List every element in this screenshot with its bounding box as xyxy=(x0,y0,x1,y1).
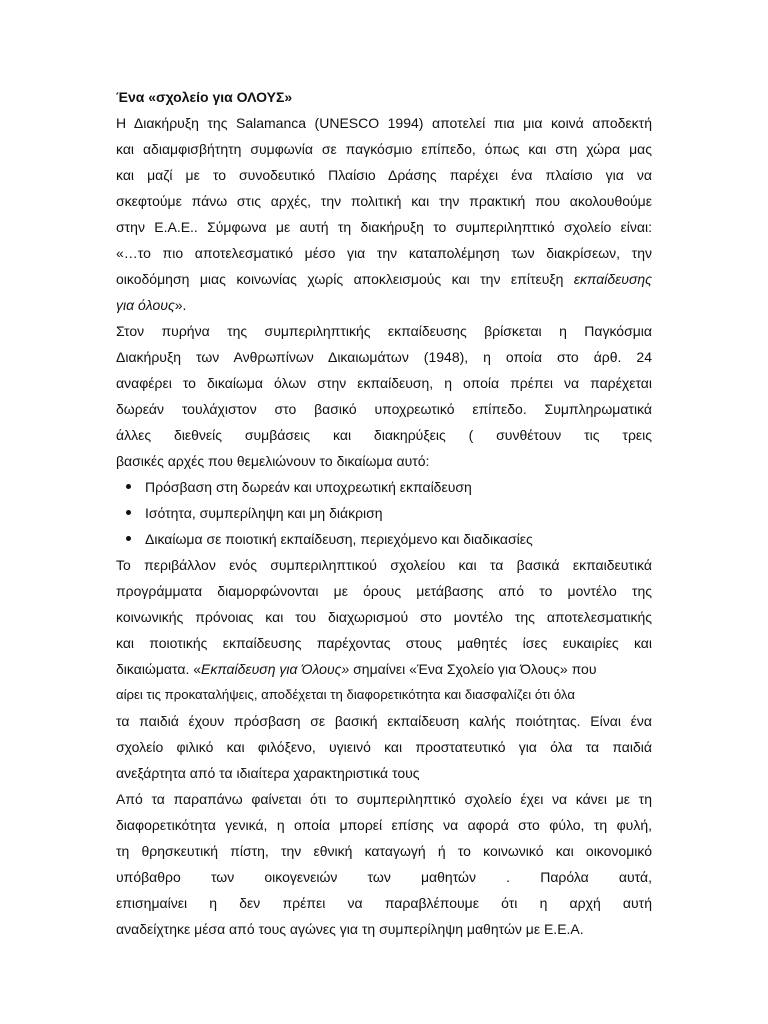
emphasis-text: για όλους xyxy=(116,297,175,313)
paragraph-3-line: ανεξάρτητα από τα ιδιαίτερα χαρακτηριστικά τους xyxy=(116,765,420,781)
paragraph-2-line: Διακήρυξη των Ανθρωπίνων Δικαιωμάτων (1948), η οποία στο άρθ. 24 xyxy=(116,349,652,365)
paragraph-1-line: και αδιαμφισβήτητη συμφωνία σε παγκόσμιο επίπεδο, όπως και στη χώρα μας xyxy=(116,141,652,157)
list-item: Ισότητα, συμπερίληψη και μη διάκριση xyxy=(116,500,652,526)
paragraph-4-text: . Παρόλα αυτά, xyxy=(506,869,652,885)
paragraph-4-line: αναδείχτηκε μέσα από τους αγώνες για τη συμπερίληψη μαθητών με Ε.Ε.Α. xyxy=(116,921,584,937)
principles-list xyxy=(116,474,652,552)
paragraph-4-text: δεν πρέπει να παραβλέπουμε ότι η αρχή αυτή xyxy=(239,895,652,911)
paragraph-2-text: άλλες διεθνείς συμβάσεις και διακηρύξεις ( xyxy=(116,427,474,443)
document-page xyxy=(116,84,652,942)
paragraph-4-line xyxy=(116,864,652,890)
paragraph-2-line: δωρεάν τουλάχιστον στο βασικό υποχρεωτικό επίπεδο. Συμπληρωματικά xyxy=(116,401,652,417)
paragraph-2-line xyxy=(116,422,652,448)
paragraph-3-line: τα παιδιά έχουν πρόσβαση σε βασική εκπαίδευση καλής ποιότητας. Είναι ένα xyxy=(116,713,652,729)
paragraph-3-line: και ποιοτικής εκπαίδευσης παρέχοντας στους μαθητές ίσες ευκαιρίες και xyxy=(116,635,652,651)
paragraph-3-text: σημαίνει «Ένα Σχολείο για Όλους» που xyxy=(349,661,597,677)
paragraph-1-text: οικοδόμηση μιας κοινωνίας χωρίς αποκλεισμούς και την επίτευξη xyxy=(116,271,564,287)
list-item: Δικαίωμα σε ποιοτική εκπαίδευση, περιεχόμενο και διαδικασίες xyxy=(116,526,652,552)
paragraph-1-line: σκεφτούμε πάνω στις αρχές, την πολιτική και την πρακτική που ακολουθούμε xyxy=(116,193,652,209)
paragraph-2-line: αναφέρει το δικαίωμα όλων στην εκπαίδευση, η οποία πρέπει να παρέχεται xyxy=(116,375,652,391)
paragraph-4-line: διαφορετικότητα γενικά, η οποία μπορεί επίσης να αφορά στο φύλο, τη φυλή, xyxy=(116,817,652,833)
paragraph-4-line xyxy=(116,890,652,916)
paragraph-1-line: Η Διακήρυξη της Salamanca (UNESCO 1994) αποτελεί πια μια κοινά αποδεκτή xyxy=(116,115,652,131)
document-title: Ένα «σχολείο για ΟΛΟΥΣ» xyxy=(116,89,293,105)
paragraph-3-line: κοινωνικής πρόνοιας και του διαχωρισμού στο μοντέλο της αποτελεσματικής xyxy=(116,609,652,625)
paragraph-2-text: συνθέτουν τις τρεις xyxy=(496,427,652,443)
paragraph-3-line: αίρει τις προκαταλήψεις, αποδέχεται τη διαφορετικότητα και διασφαλίζει ότι όλα xyxy=(116,687,575,702)
paragraph-2-line: Στον πυρήνα της συμπεριληπτικής εκπαίδευσης βρίσκεται η Παγκόσμια xyxy=(116,323,652,339)
paragraph-3-text: δικαιώματα. « xyxy=(116,661,202,677)
paragraph-2-line: βασικές αρχές που θεμελιώνουν το δικαίωμα αυτό: xyxy=(116,453,430,469)
paragraph-1-line: «…το πιο αποτελεσματικό μέσο για την καταπολέμηση των διακρίσεων, την xyxy=(116,245,652,261)
paragraph-1-line xyxy=(116,266,652,292)
paragraph-3-line: Το περιβάλλον ενός συμπεριληπτικού σχολείου και τα βασικά εκπαιδευτικά xyxy=(116,557,652,573)
paragraph-3-line: σχολείο φιλικό και φιλόξενο, υγιεινό και προστατευτικό για όλα τα παιδιά xyxy=(116,739,652,755)
paragraph-1-line: και μαζί με το συνοδευτικό Πλαίσιο Δράσης παρέχει ένα πλαίσιο για να xyxy=(116,167,652,183)
paragraph-4-line: τη θρησκευτική πίστη, την εθνική καταγωγή ή το κοινωνικό και οικονομικό xyxy=(116,843,652,859)
paragraph-4-text: υπόβαθρο των οικογενειών των μαθητών xyxy=(116,869,476,885)
paragraph-3-line xyxy=(116,656,652,682)
emphasis-text: Εκπαίδευση για Όλους» xyxy=(201,661,350,677)
emphasis-text: εκπαίδευσης xyxy=(573,271,652,287)
closing-quote: ». xyxy=(174,297,187,313)
paragraph-4-text: επισημαίνει η xyxy=(116,895,218,911)
paragraph-3-line: προγράμματα διαμορφώνονται με όρους μετάβασης από το μοντέλο της xyxy=(116,583,652,599)
paragraph-1-line: στην Ε.Α.Ε.. Σύμφωνα με αυτή τη διακήρυξη το συμπεριληπτικό σχολείο είναι: xyxy=(116,219,652,235)
paragraph-4-line: Από τα παραπάνω φαίνεται ότι το συμπεριληπτικό σχολείο έχει να κάνει με τη xyxy=(116,791,652,807)
list-item: Πρόσβαση στη δωρεάν και υποχρεωτική εκπαίδευση xyxy=(116,474,652,500)
paragraph-1-line xyxy=(116,292,652,318)
